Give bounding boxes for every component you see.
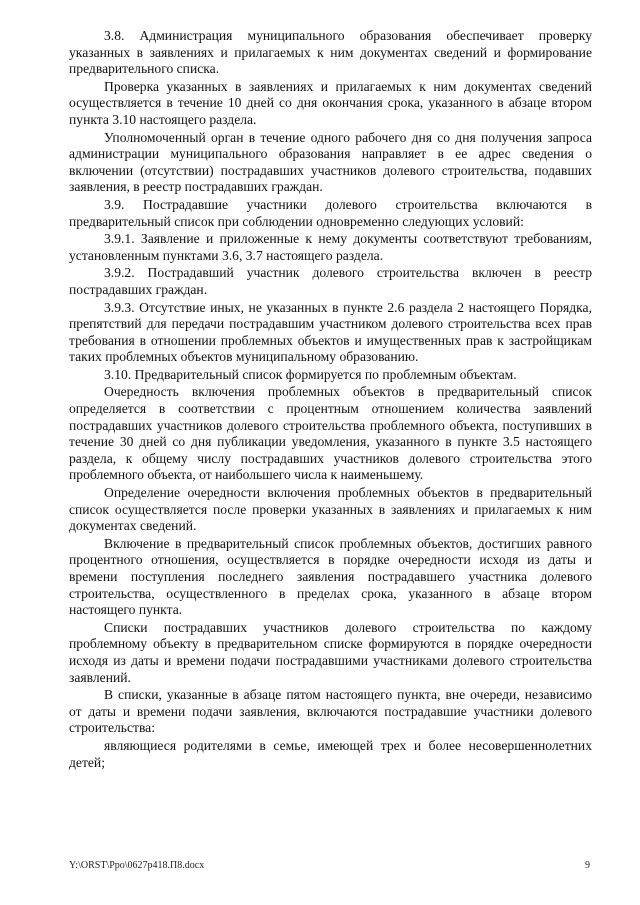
paragraph-3-9: 3.9. Пострадавшие участники долевого строительства включаются в предварительный список при соблюдении одновременно следующих условий: bbox=[69, 196, 592, 229]
paragraph-large-families: являющиеся родителями в семье, имеющей трех и более несовершеннолетних детей; bbox=[69, 737, 592, 770]
paragraph-authorized-body: Уполномоченный орган в течение одного рабочего дня со дня получения запроса администрации муниципального образования направляет в ее адрес сведения о включении (отсутствии) пострадавших участников долевого строительства, подавших заявления, в реестр пострадавших граждан. bbox=[69, 129, 592, 195]
paragraph-priority-determination: Определение очередности включения проблемных объектов в предварительный список осуществляется после проверки указанных в заявлениях и прилагаемых к ним документах сведений. bbox=[69, 485, 592, 534]
paragraph-3-9-1: 3.9.1. Заявление и приложенные к нему документы соответствуют требованиям, установленным пунктами 3.6, 3.7 настоящего раздела. bbox=[69, 231, 592, 263]
paragraph-priority-order: Очередность включения проблемных объектов в предварительный список определяется в соответствии с процентным отношением количества заявлений пострадавших участников долевого строительства проблемного объекта, поступивших в течение 30 дней со дня публикации уведомления, указанного в пункте 3.5 настоящего раздела, к общему числу пострадавших участников долевого строительства этого проблемного объекта, от наибольшего числа к наименьшему. bbox=[69, 384, 592, 483]
paragraph-out-of-turn: В списки, указанные в абзаце пятом настоящего пункта, вне очереди, независимо от даты и времени подачи заявления, включаются пострадавшие участники долевого строительства: bbox=[69, 687, 592, 736]
paragraph-3-9-2: 3.9.2. Пострадавший участник долевого строительства включен в реестр пострадавших граждан. bbox=[69, 265, 592, 297]
paragraph-3-8: 3.8. Администрация муниципального образования обеспечивает проверку указанных в заявлениях и прилагаемых к ним документах сведений и формирование предварительного списка. bbox=[69, 28, 592, 77]
paragraph-3-10: 3.10. Предварительный список формируется по проблемным объектам. bbox=[104, 366, 517, 382]
paragraph-participant-lists: Списки пострадавших участников долевого строительства по каждому проблемному объекту в предварительном списке формируются в порядке очередности исходя из даты и времени подачи пострадавшими участниками долевого строительства заявлений. bbox=[69, 619, 592, 685]
paragraph-equal-percentage: Включение в предварительный список проблемных объектов, достигших равного процентного отношения, осуществляется в порядке очередности исходя из даты и времени поступления последнего заявления пострадавшего участника долевого строительства, осуществленного в пределах срока, указанного в абзаце втором настоящего пункта. bbox=[69, 535, 592, 618]
footer-file-path: Y:\ORST\Ppo\0627p418.П8.docx bbox=[69, 860, 205, 871]
page-number: 9 bbox=[585, 860, 590, 871]
paragraph-3-9-3: 3.9.3. Отсутствие иных, не указанных в пункте 2.6 раздела 2 настоящего Порядка, препятствий для передачи пострадавшим участником долевого строительства всех прав требования в отношении проблемных объектов и имущественных прав к застройщикам таких проблемных объектов муниципальному образованию. bbox=[69, 299, 592, 365]
paragraph-verification-term: Проверка указанных в заявлениях и прилагаемых к ним документах сведений осуществляется в течение 10 дней со дня окончания срока, указанного в абзаце втором пункта 3.10 настоящего раздела. bbox=[69, 78, 592, 127]
document-body bbox=[69, 28, 592, 772]
